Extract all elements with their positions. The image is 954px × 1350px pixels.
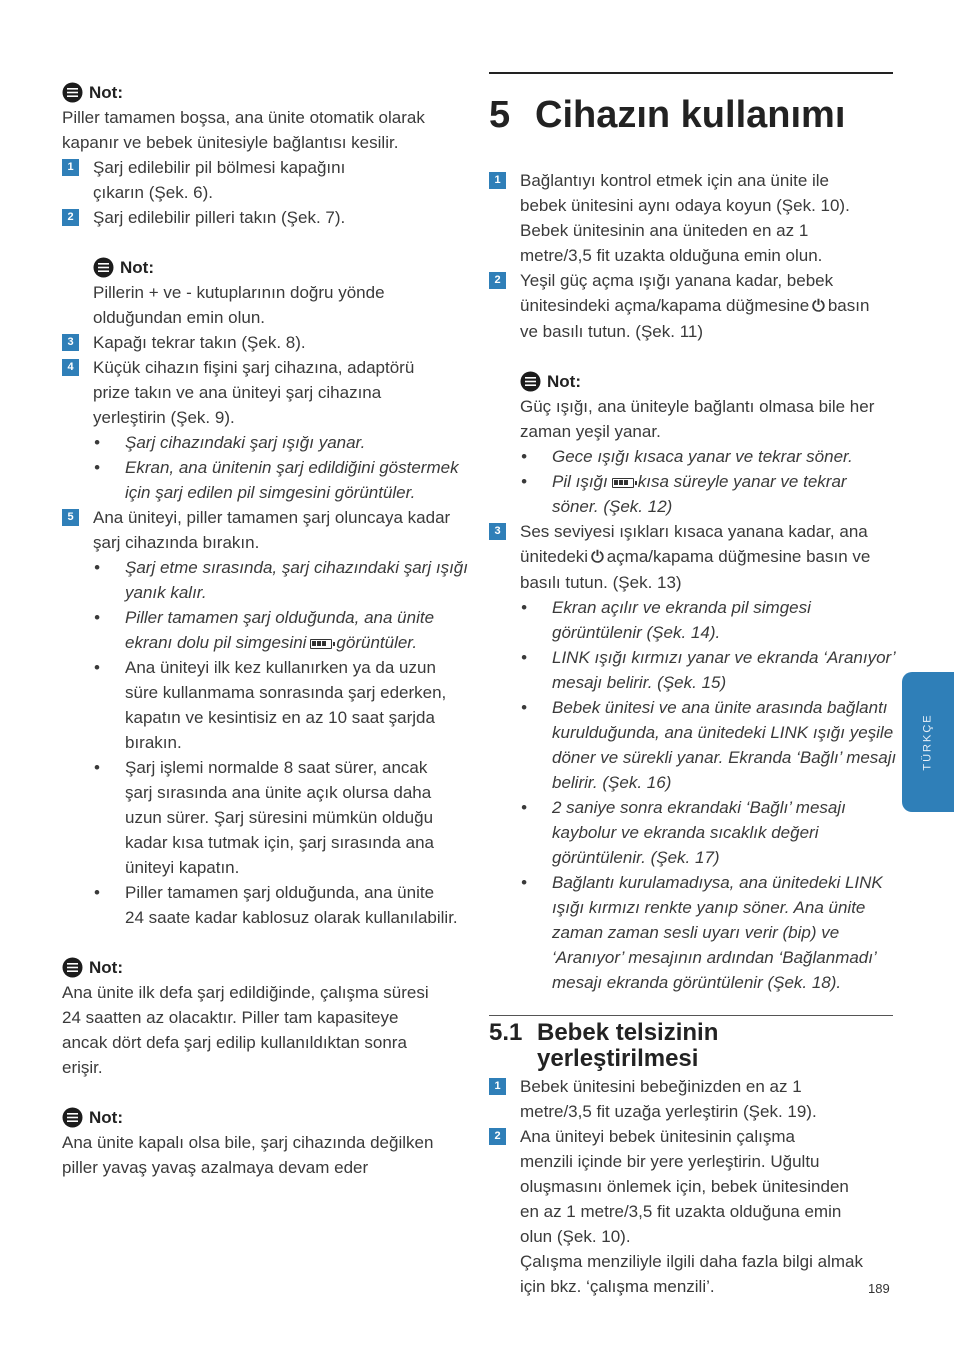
note-battery-drain: Not: Ana ünite kapalı olsa bile, şarj cihazında değilken piller yavaş yavaş azalmaya devam eder: [62, 1107, 434, 1177]
note-label: Not:: [120, 257, 154, 277]
note-icon: [62, 957, 83, 978]
step-number: 3: [62, 334, 79, 351]
note-bullets: [489, 444, 897, 519]
step-number: 1: [489, 172, 506, 189]
battery-full-icon: [310, 639, 332, 649]
step-2: 2 Şarj edilebilir pilleri takın (Şek. 7).: [62, 205, 470, 230]
note-first-charge: Not: Ana ünite ilk defa şarj edildiğinde, çalışma süresi 24 saatten az olacaktır. Piller tam kapasiteye ancak dört defa şarj edilip kullanıldıktan sonra erişir.: [62, 957, 429, 1077]
list-item: • LINK ışığı kırmızı yanar ve ekranda ‘Aranıyor’ mesajı belirir. (Şek. 15): [521, 648, 896, 692]
note-label: Not:: [89, 1107, 123, 1127]
language-tab: TÜRKÇE: [902, 672, 954, 812]
step-3: 3 Ses seviyesi ışıkları kısaca yanana kadar, ana ünitedeki ⏻ açma/kapama düğmesine basın ve basılı tutun. (Şek. 13): [489, 519, 897, 595]
page-number: 189: [868, 1281, 890, 1296]
list-item: • Ekran açılır ve ekranda pil simgesi görüntülenir (Şek. 14).: [521, 598, 811, 642]
step-1: 1 Şarj edilebilir pil bölmesi kapağını çıkarın (Şek. 6).: [62, 155, 470, 205]
list-item: • Pil ışığı kısa süreyle yanar ve tekrar söner. (Şek. 12): [521, 472, 847, 516]
step-number: 2: [62, 209, 79, 226]
note-icon: [62, 82, 83, 103]
step-number: 5: [62, 509, 79, 526]
step-1: 1 Bağlantıyı kontrol etmek için ana ünite ile bebek ünitesini aynı odaya koyun (Şek. 10). Bebek ünitesinin ana üniteden en az 1 metre/3,5 fit uzakta olduğuna emin olun.: [489, 168, 897, 268]
step-3-bullets: [489, 595, 897, 995]
list-item: • Şarj etme sırasında, şarj cihazındaki şarj ışığı yanık kalır.: [94, 558, 468, 602]
step-number: 4: [62, 359, 79, 376]
step-2: 2 Yeşil güç açma ışığı yanana kadar, bebek ünitesindeki açma/kapama düğmesine ⏻ basın ve basılı tutun. (Şek. 11): [489, 268, 897, 344]
step-4-bullets: [62, 430, 470, 505]
page-title: 5 Cihazın kullanımı: [489, 94, 846, 136]
step-5: 5 Ana üniteyi, piller tamamen şarj oluncaya kadar şarj cihazında bırakın.: [62, 505, 470, 555]
step-number: 2: [489, 1128, 506, 1145]
power-icon: ⏻: [591, 549, 604, 566]
note-icon: [62, 1107, 83, 1128]
note-label: Not:: [89, 82, 123, 102]
list-item: • Şarj cihazındaki şarj ışığı yanar.: [94, 433, 366, 452]
step-5-bullets: [62, 555, 470, 930]
list-item: • Şarj işlemi normalde 8 saat sürer, ancak şarj sırasında ana ünite açık olursa daha uzun sürer. Şarj süresini mümkün olduğu kadar kısa tutmak için, şarj sırasında ana üniteyi kapatın.: [94, 758, 434, 877]
step-3: 3 Kapağı tekrar takın (Şek. 8).: [62, 330, 470, 355]
list-item: • Bebek ünitesi ve ana ünite arasında bağlantı kurulduğunda, ana ünitedeki LINK ışığı yeşile döner ve sürekli yanar. Ekranda ‘Bağlı’ mesajı belirir. (Şek. 16): [521, 698, 897, 792]
step-1: 1 Bebek ünitesini bebeğinizden en az 1 metre/3,5 fit uzağa yerleştirin (Şek. 19).: [489, 1074, 897, 1124]
list-item: • Piller tamamen şarj olduğunda, ana ünite 24 saate kadar kablosuz olarak kullanılabilir.: [94, 883, 458, 927]
list-item: • 2 saniye sonra ekrandaki ‘Bağlı’ mesajı kaybolur ve ekranda sıcaklık değeri görüntülenir. (Şek. 17): [521, 798, 846, 867]
note-label: Not:: [547, 371, 581, 391]
note-icon: [520, 371, 541, 392]
list-item: • Ana üniteyi ilk kez kullanırken ya da uzun süre kullanmama sonrasında şarj ederken, kapatın ve kesintisiz en az 10 saat şarjda bırakın.: [94, 658, 447, 752]
list-item: • Gece ışığı kısaca yanar ve tekrar söner.: [521, 447, 853, 466]
note-label: Not:: [89, 957, 123, 977]
battery-icon: [612, 478, 634, 488]
divider: [489, 72, 893, 74]
divider: [489, 1015, 893, 1016]
note-battery-empty: Not: Piller tamamen boşsa, ana ünite otomatik olarak kapanır ve bebek ünitesiyle bağlantısı kesilir.: [62, 82, 425, 152]
power-icon: ⏻: [812, 298, 825, 315]
list-item: • Ekran, ana ünitenin şarj edildiğini göstermek için şarj edilen pil simgesini görüntüler.: [94, 458, 459, 502]
step-number: 1: [489, 1078, 506, 1095]
left-column: [62, 80, 470, 1180]
list-item: • Bağlantı kurulamadıysa, ana ünitedeki LINK ışığı kırmızı renkte yanıp söner. Ana ünite zaman zaman sesli uyarı verir (bip) ve ‘Aranıyor’ mesajının ardından ‘Bağlanmadı’ mesajı ekranda görüntülenir (Şek. 18).: [521, 873, 883, 992]
list-item: • Piller tamamen şarj olduğunda, ana ünite ekranı dolu pil simgesini görüntüler.: [94, 608, 435, 652]
note-icon: [93, 257, 114, 278]
step-number: 3: [489, 523, 506, 540]
step-4: 4 Küçük cihazın fişini şarj cihazına, adaptörü prize takın ve ana üniteyi şarj cihazına yerleştirin (Şek. 9).: [62, 355, 470, 430]
note-polarity: Not: Pillerin + ve - kutuplarının doğru yönde olduğundan emin olun.: [93, 257, 385, 327]
step-number: 1: [62, 159, 79, 176]
step-2: 2 Ana üniteyi bebek ünitesinin çalışma menzili içinde bir yere yerleştirin. Uğultu oluşmasını önlemek için, bebek ünitesinden en az 1 metre/3,5 fit uzakta olduğuna emin olun (Şek. 10). Çalışma menziliyle ilgili daha fazla bilgi almak için bkz. ‘çalışma menzili’.: [489, 1124, 897, 1299]
right-column: [489, 72, 897, 1299]
step-number: 2: [489, 272, 506, 289]
note-power-light: Not: Güç ışığı, ana üniteyle bağlantı olmasa bile her zaman yeşil yanar.: [520, 371, 875, 441]
section-heading: 5.1 Bebek telsizinin yerleştirilmesi: [489, 1019, 719, 1072]
